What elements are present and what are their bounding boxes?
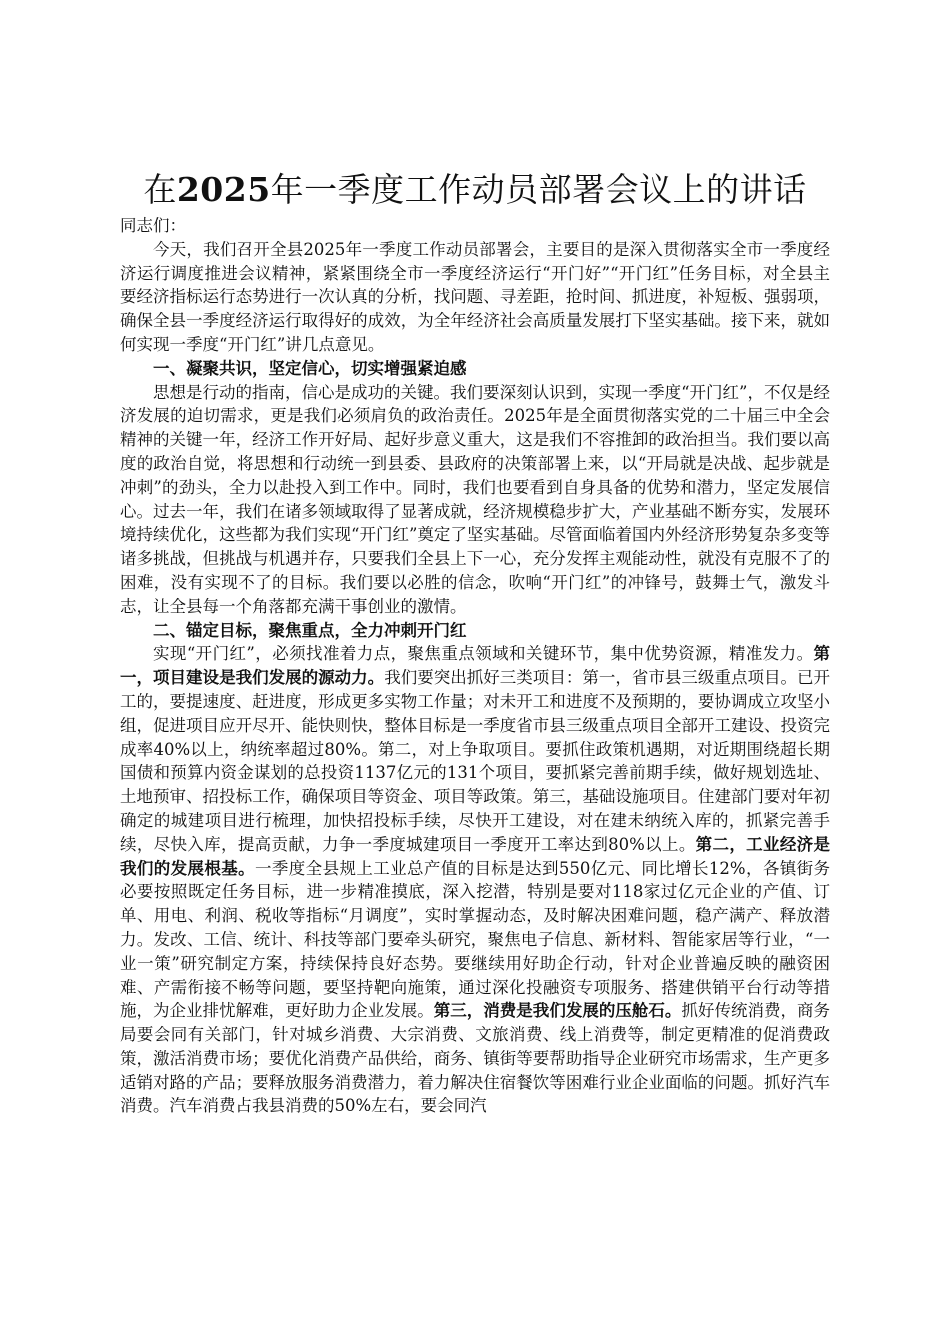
point-3-body: 抓好传统消费，商务局要会同有关部门，针对城乡消费、大宗消费、文旅消费、线上消费等，制定更精准的促消费政策，激活消费市场；要优化消费产品供给，商务、镇街等要帮助指导企业研究市场需求，生产更多适销对路的产品；要释放服务消费潜力，着力解决住宿餐饮等困难行业企业面临的问题。抓好汽车消费。汽车消费占我县消费的50%左右，要会同汽 (120, 1001, 831, 1116)
point-3-title: 第三，消费是我们发展的压舱石。 (433, 1001, 682, 1021)
section-2-paragraph (120, 642, 830, 1118)
title-suffix: 年一季度工作动员部署会议上的讲话 (270, 170, 807, 209)
section-1-paragraph: 思想是行动的指南，信心是成功的关键。我们要深刻认识到，实现一季度“开门红”，不仅是经济发展的迫切需求，更是我们必须肩负的政治责任。2025年是全面贯彻落实党的二十届三中全会精神的关键一年，经济工作开好局、起好步意义重大，这是我们不容推卸的政治担当。我们要以高度的政治自觉，将思想和行动统一到县委、县政府的决策部署上来，以“开局就是决战、起步就是冲刺”的劲头，全力以赴投入到工作中。同时，我们也要看到自身具备的优势和潜力，坚定发展信心。过去一年，我们在诸多领域取得了显著成就，经济规模稳步扩大，产业基础不断夯实，发展环境持续优化，这些都为我们实现“开门红”奠定了坚实基础。尽管面临着国内外经济形势复杂多变等诸多挑战，但挑战与机遇并存，只要我们全县上下一心，充分发挥主观能动性，就没有克服不了的困难，没有实现不了的目标。我们要以必胜的信念，吹响“开门红”的冲锋号，鼓舞士气，激发斗志，让全县每一个角落都充满干事创业的激情。 (120, 382, 830, 616)
section-2-heading: 二、锚定目标，聚焦重点，全力冲刺开门红 (153, 620, 467, 640)
section-2-intro: 实现“开门红”，必须找准着力点，聚焦重点领域和关键环节，集中优势资源，精准发力。 (153, 644, 814, 664)
section-1-heading: 一、凝聚共识，坚定信心，切实增强紧迫感 (153, 358, 467, 378)
title-year: 2025 (176, 170, 271, 209)
title-prefix: 在 (143, 170, 177, 209)
point-2-title: 第二，工业经济是我们的发展根基。 (120, 834, 831, 878)
point-1-body: 我们要突出抓好三类项目：第一，省市县三级重点项目。已开工的，要提速度、赶进度，形成更多实物工作量；对未开工和进度不及预期的，要协调成立攻坚小组，促进项目应开尽开、能快则快，整体目标是一季度省市县三级重点项目全部开工建设、投资完成率40%以上，纳统率超过80%。第二，对上争取项目。要抓住政策机遇期，对近期围绕超长期国债和预算内资金谋划的总投资1137亿元的131个项目，要抓紧完善前期手续，做好规划选址、土地预审、招投标工作，确保项目等资金、项目等政策。第三，基础设施项目。住建部门要对年初确定的城建项目进行梳理，加快招投标手续，尽快开工建设，对在建未纳统入库的，抓紧完善手续，尽快入库，提高贡献，力争一季度城建项目一季度开工率达到80%以上。 (120, 668, 831, 854)
point-1-title: 第一，项目建设是我们发展的源动力。 (120, 644, 830, 688)
intro-paragraph: 今天，我们召开全县2025年一季度工作动员部署会，主要目的是深入贯彻落实全市一季度经济运行调度推进会议精神，紧紧围绕全市一季度经济运行“开门好”“开门红”任务目标，对全县主要经济指标运行态势进行一次认真的分析，找问题、寻差距，抢时间、抓进度，补短板、强弱项，确保全县一季度经济运行取得好的成效，为全年经济社会高质量发展打下坚实基础。接下来，就如何实现一季度“开门红”讲几点意见。 (120, 239, 830, 354)
point-2-body: 一季度全县规上工业总产值的目标是达到550亿元、同比增长12%，各镇街务必要按照既定任务目标，进一步精准摸底，深入挖潜，特别是要对118家过亿元企业的产值、订单、用电、利润、税收等指标“月调度”，实时掌握动态，及时解决困难问题，稳产满产、释放潜力。发改、工信、统计、科技等部门要牵头研究，聚焦电子信息、新材料、智能家居等行业，“一业一策”研究制定方案，持续保持良好态势。要继续用好助企行动，针对企业普遍反映的融资困难、产需衔接不畅等问题，要坚持靶向施策，通过深化投融资专项服务、搭建供销平台行动等措施，为企业排忧解难，更好助力企业发展。 (120, 858, 831, 1021)
document-title (120, 168, 830, 212)
greeting: 同志们： (120, 216, 186, 235)
